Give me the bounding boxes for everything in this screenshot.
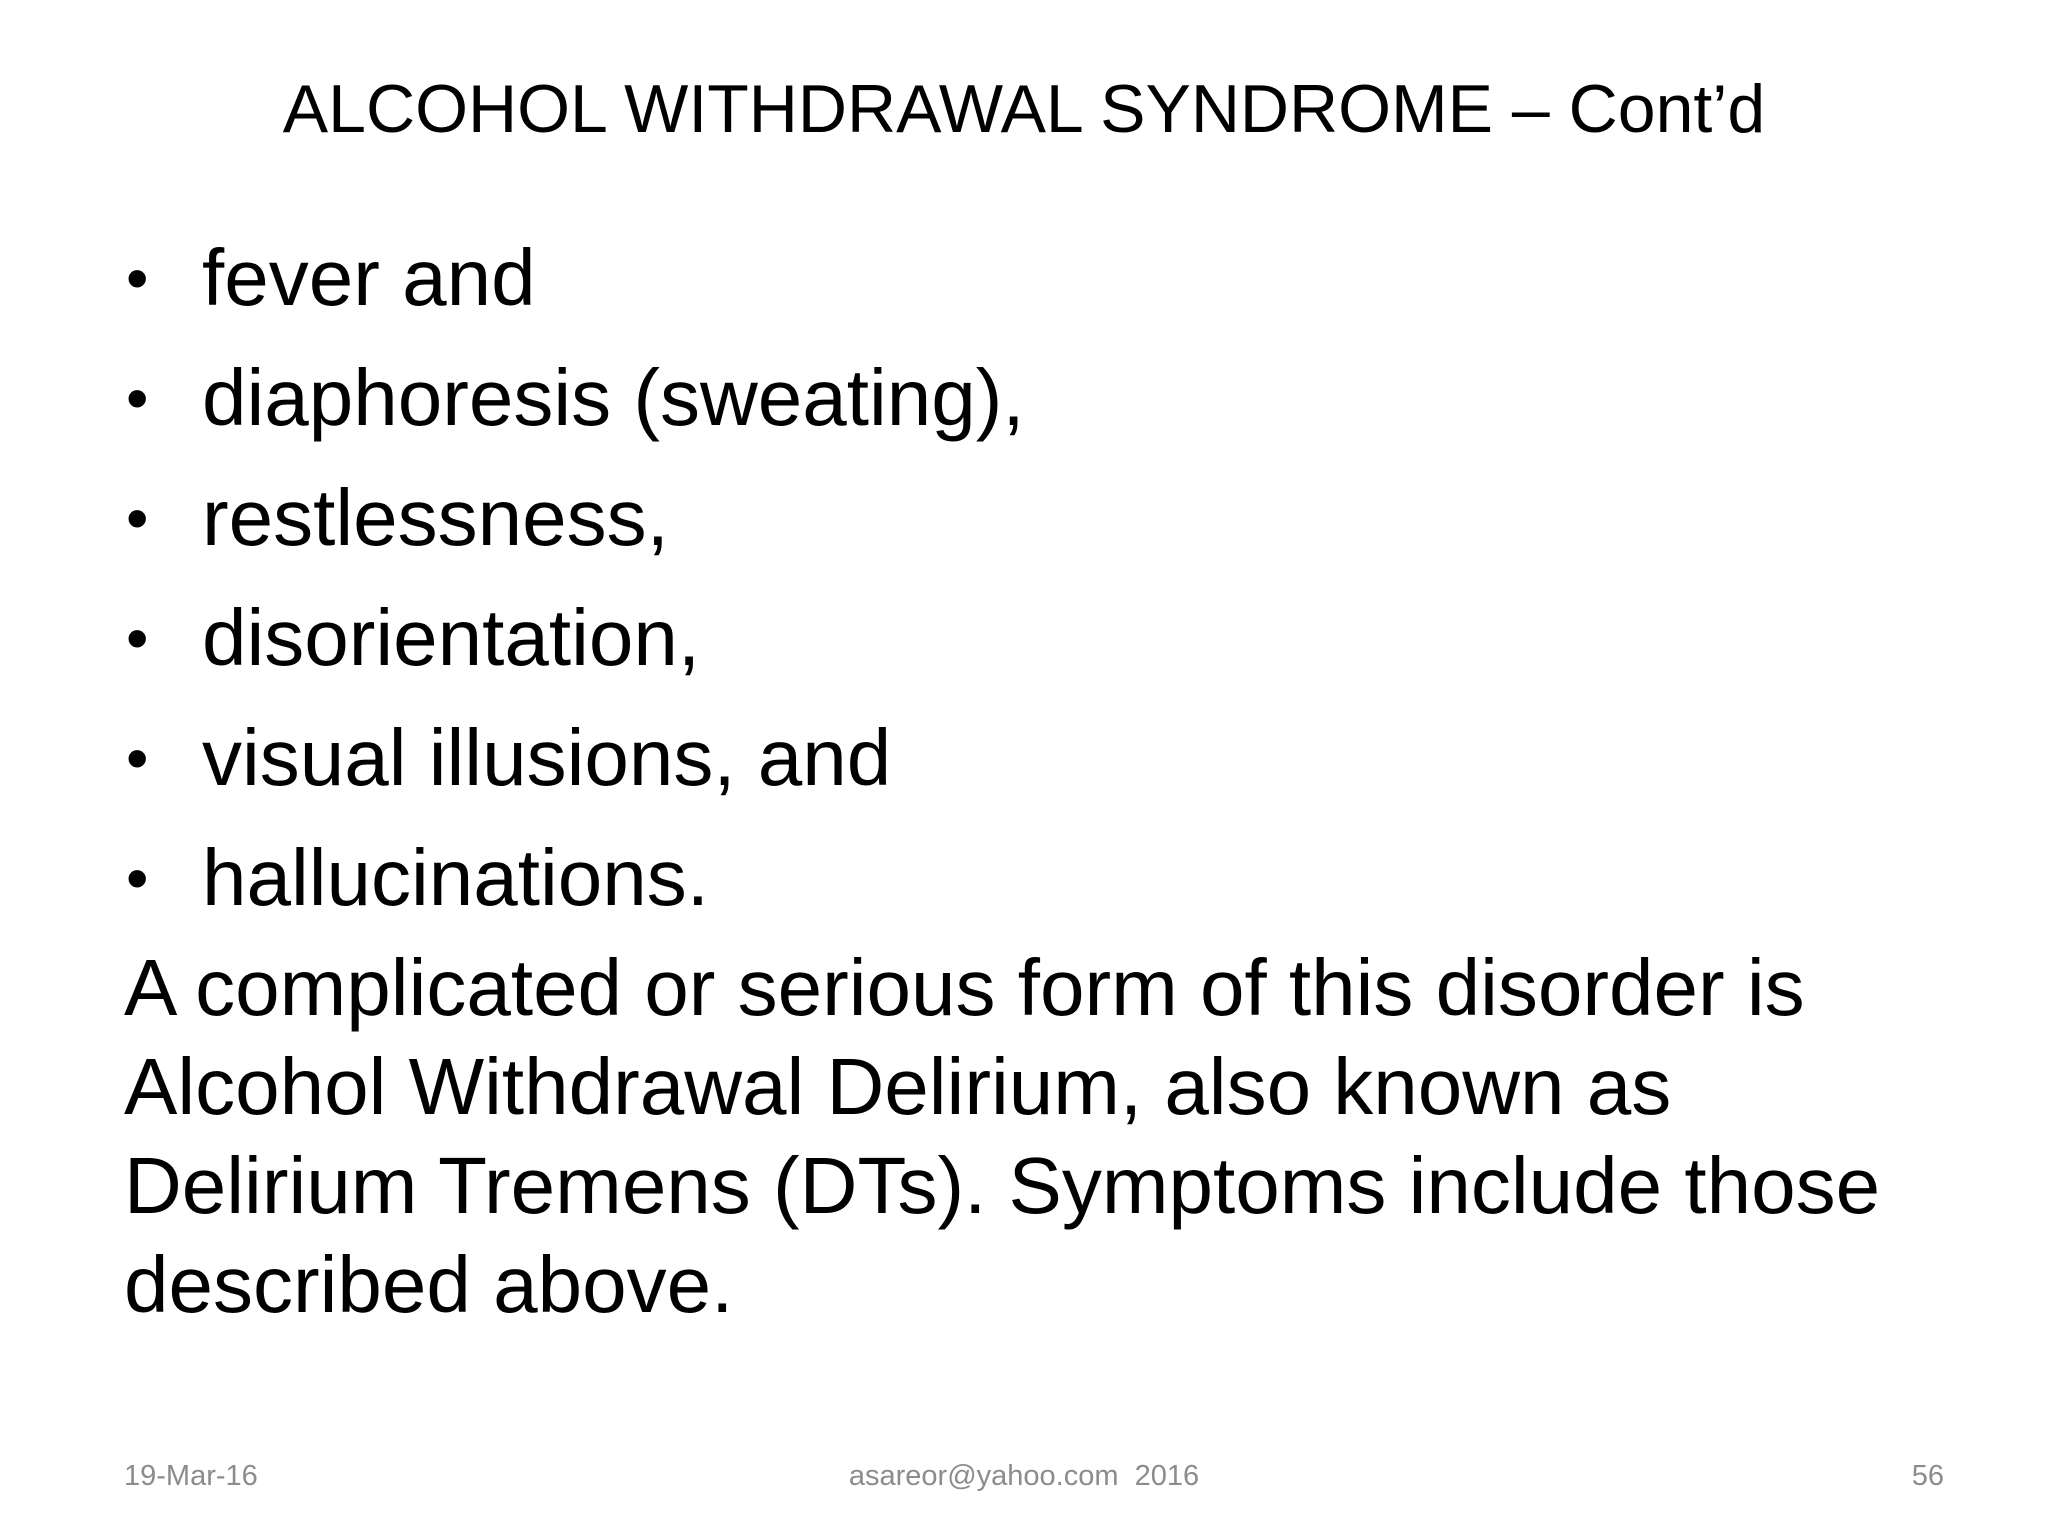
bullet-text: visual illusions, and [202,713,892,802]
bullet-icon: • [126,482,149,554]
footer-email: asareor@yahoo.com 2016 [848,1460,1200,1492]
bullet-item [124,458,1944,578]
bullet-icon: • [126,242,149,314]
bullet-icon: • [126,722,149,794]
bullet-text: fever and [202,233,536,322]
bullet-list [124,218,1944,938]
slide-title: ALCOHOL WITHDRAWAL SYNDROME – Cont’d [282,71,1766,147]
page-number: 56 [1911,1460,1944,1492]
bullet-icon: • [126,602,149,674]
bullet-item [124,578,1944,698]
footer-date: 19-Mar-16 [124,1460,258,1492]
bullet-text: diaphoresis (sweating), [202,353,1025,442]
bullet-text: restlessness, [202,473,669,562]
bullet-text: hallucinations. [202,833,709,922]
bullet-text: disorientation, [202,593,701,682]
bullet-item [124,698,1944,818]
bullet-item [124,818,1944,938]
bullet-item [124,338,1944,458]
body-paragraph: A complicated or serious form of this disorder is Alcohol Withdrawal Delirium, also known as Delirium Tremens (DTs). Symptoms include those described above. [124,943,1881,1329]
bullet-item [124,218,1944,338]
bullet-icon: • [126,362,149,434]
bullet-icon: • [126,842,149,914]
